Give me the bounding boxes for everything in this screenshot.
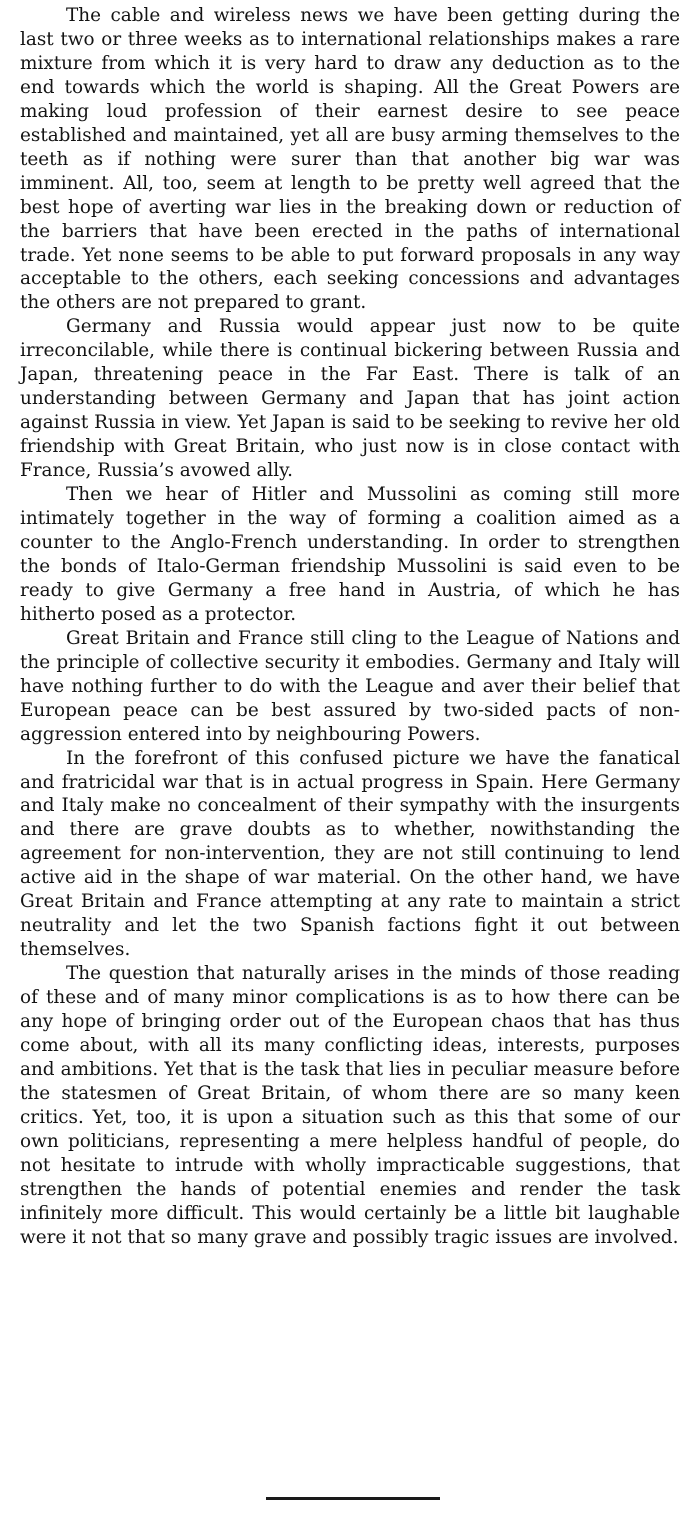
article-paragraph: The cable and wireless news we have been getting during the last two or three weeks as to international relationships makes a rare mixture from which it is very hard to draw any deduction as to the end towards which the world is shaping. All the Great Powers are making loud profession of their earnest desire to see peace established and maintained, yet all are busy arming themselves to the teeth as if nothing were surer than that another big war was imminent. All, too, seem at length to be pretty well agreed that the best hope of averting war lies in the breaking down or reduction of the barriers that have been erected in the paths of international trade. Yet none seems to be able to put forward proposals in any way acceptable to the others, each seeking concessions and advantages the others are not prepared to grant. <box>20 5 680 314</box>
article-paragraph: In the forefront of this confused picture we have the fanatical and fratricidal war that is in actual progress in Spain. Here Germany and Italy make no concealment of their sympathy with the insurgents and there are grave doubts as to whether, nowithstanding the agreement for non-intervention, they are not still continuing to lend active aid in the shape of war material. On the other hand, we have Great Britain and France attempting at any rate to maintain a strict neutrality and let the two Spanish factions fight it out between themselves. <box>20 747 680 961</box>
end-rule-divider <box>266 1497 440 1500</box>
article-body <box>20 4 680 1250</box>
article-paragraph: Germany and Russia would appear just now to be quite irreconcilable, while there is continual bickering between Russia and Japan, threatening peace in the Far East. There is talk of an understanding between Germany and Japan that has joint action against Russia in view. Yet Japan is said to be seeking to revive her old friendship with Great Britain, who just now is in close contact with France, Russia’s avowed ally. <box>20 316 680 482</box>
article-paragraph: Great Britain and France still cling to the League of Nations and the principle of collective security it embodies. Germany and Italy will have nothing further to do with the League and aver their belief that European peace can be best assured by two-sided pacts of non-aggression entered into by neighbouring Powers. <box>20 627 680 745</box>
article-paragraph: Then we hear of Hitler and Mussolini as coming still more intimately together in the way of forming a coalition aimed as a counter to the Anglo-French understanding. In order to strengthen the bonds of Italo-German friendship Mussolini is said even to be ready to give Germany a free hand in Austria, of which he has hitherto posed as a protector. <box>20 484 680 625</box>
article-paragraph: The question that naturally arises in the minds of those reading of these and of many minor complications is as to how there can be any hope of bringing order out of the European chaos that has thus come about, with all its many conflicting ideas, interests, purposes and ambitions. Yet that is the task that lies in peculiar measure before the statesmen of Great Britain, of whom there are so many keen critics. Yet, too, it is upon a situation such as this that some of our own politicians, representing a mere helpless handful of people, do not hesitate to intrude with wholly impracticable suggestions, that strengthen the hands of potential enemies and render the task infinitely more difficult. This would certainly be a little bit laughable were it not that so many grave and possibly tragic issues are involved. <box>20 963 680 1248</box>
